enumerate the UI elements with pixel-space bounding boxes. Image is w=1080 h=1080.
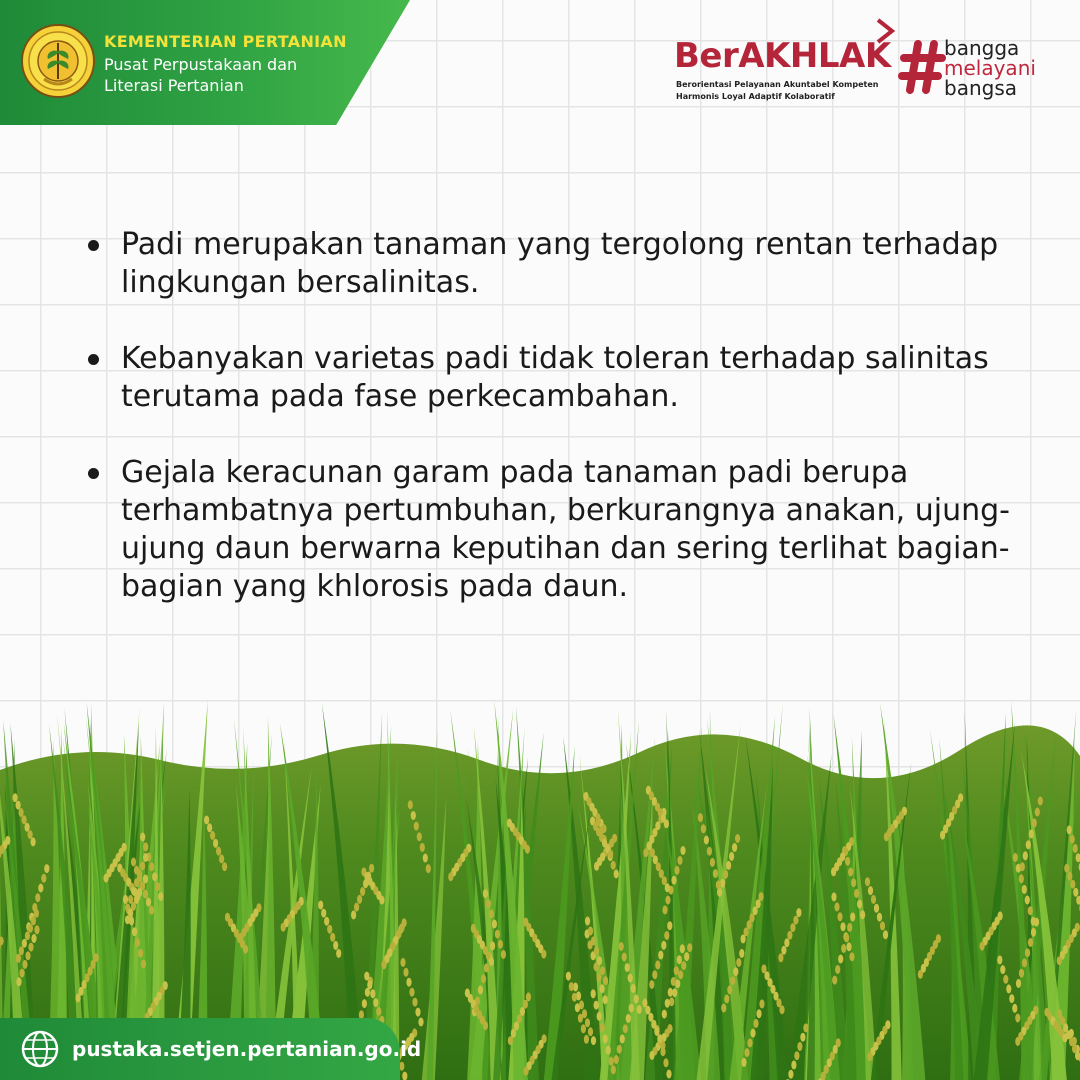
hashtag-word-melayani: melayani: [944, 56, 1036, 80]
bullet-icon: [88, 354, 99, 365]
globe-icon: [20, 1029, 60, 1069]
fact-item: [88, 340, 1028, 416]
hashtag-word-bangga: bangga: [944, 36, 1020, 60]
berakhlak-values-line-2: Harmonis Loyal Adaptif Kolaboratif: [676, 92, 835, 101]
fact-text: Padi merupakan tanaman yang tergolong rentan terhadap lingkungan bersalinitas.: [121, 227, 999, 300]
berakhlak-wordmark: BerAKHLAK: [674, 36, 891, 76]
fact-item: [88, 454, 1028, 606]
rice-field-image: [0, 660, 1080, 1080]
berakhlak-values-line-1: Berorientasi Pelayanan Akuntabel Kompeten: [676, 80, 879, 89]
chevron-right-icon: [874, 18, 896, 44]
bullet-icon: [88, 240, 99, 251]
hashtag-word-bangsa: bangsa: [944, 76, 1017, 100]
fact-text: Kebanyakan varietas padi tidak toleran terhadap salinitas terutama pada fase perkecambahan.: [121, 341, 989, 414]
berakhlak-logo: [674, 18, 904, 108]
website-link[interactable]: pustaka.setjen.pertanian.go.id: [72, 1037, 422, 1061]
unit-name: Pusat Perpustakaan dan Literasi Pertanian: [104, 55, 298, 95]
hashtag-icon: [898, 38, 946, 96]
ministry-name: KEMENTERIAN PERTANIAN: [104, 32, 347, 51]
fact-item: [88, 226, 1028, 302]
bullet-icon: [88, 468, 99, 479]
fact-text: Gejala keracunan garam pada tanaman padi berupa terhambatnya pertumbuhan, berkurangnya anakan, ujung-ujung daun berwarna keputihan dan sering terlihat bagian-bagian yang khlorosis pada daun.: [121, 455, 1010, 604]
ministry-emblem-icon: [20, 23, 96, 99]
fact-list: [88, 226, 1028, 644]
footer-banner: [0, 1018, 422, 1080]
